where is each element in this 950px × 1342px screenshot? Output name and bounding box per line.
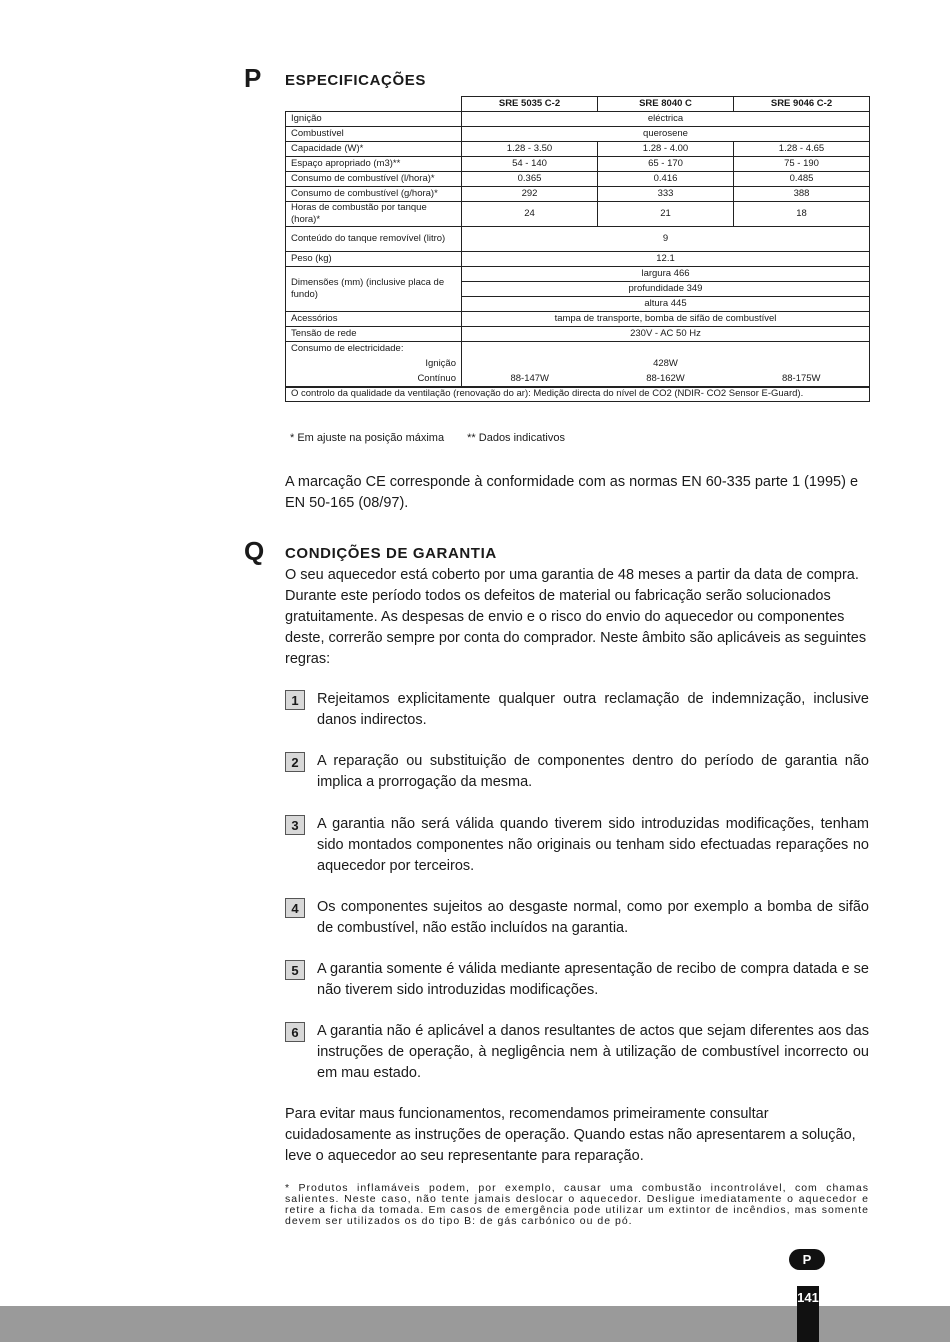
item-text: A garantia não será válida quando tiverem sido introduzidas modificações, tenham sido montados componentes não originais ou tenham sido efectuadas reparações no aquecedor por terceiros. (317, 816, 869, 874)
cell-value: eléctrica (462, 112, 870, 127)
cell-value: 0.416 (598, 172, 734, 187)
row-label: Horas de combustão por tanque (hora)* (286, 202, 462, 227)
item-number: 6 (285, 1022, 305, 1042)
table-row (286, 372, 870, 387)
cell-value: 24 (462, 202, 598, 227)
cell-value: 9 (462, 227, 870, 252)
row-label: Consumo de combustível (l/hora)* (286, 172, 462, 187)
table-row (286, 157, 870, 172)
cell-value: 54 - 140 (462, 157, 598, 172)
cell-value: 1.28 - 4.65 (734, 142, 870, 157)
cell-value: 333 (598, 187, 734, 202)
section-letter-p: P (244, 63, 262, 93)
row-label: Dimensões (mm) (inclusive placa de fundo) (286, 267, 462, 312)
cell-value: 65 - 170 (598, 157, 734, 172)
table-row (286, 327, 870, 342)
row-label: Peso (kg) (286, 252, 462, 267)
section-title-warranty: CONDIÇÕES DE GARANTIA (285, 545, 497, 562)
ce-conformity-text: A marcação CE corresponde à conformidade com as normas EN 60-335 parte 1 (1995) e EN 50-165 (08/97). (285, 474, 859, 511)
cell-value: 18 (734, 202, 870, 227)
item-text: A garantia somente é válida mediante apresentação de recibo de compra datada e se não tiverem sido introduzidas modificações. (317, 961, 869, 998)
cell-value: 292 (462, 187, 598, 202)
table-row (286, 187, 870, 202)
cell-value: 0.485 (734, 172, 870, 187)
item-text: A reparação ou substituição de componentes dentro do período de garantia não implica a prorrogação da mesma. (317, 753, 869, 790)
row-label: Conteúdo do tanque removível (litro) (286, 227, 462, 252)
cell-value: querosene (462, 127, 870, 142)
cell-value: 0.365 (462, 172, 598, 187)
table-header-row (286, 97, 870, 112)
table-notes (290, 432, 585, 444)
cell-value: 21 (598, 202, 734, 227)
section-letter-q: Q (244, 536, 265, 566)
cell-value: 88-147W (462, 372, 598, 387)
page-number: 141 (797, 1286, 819, 1342)
table-footer: O controlo da qualidade da ventilação (renovação do ar): Medição directa do nível de CO2 (NDIR- CO2 Sensor E-Guard). (286, 387, 870, 402)
row-label: Consumo de electricidade: (286, 342, 462, 357)
row-label: Ignição (286, 112, 462, 127)
row-label: Consumo de combustível (g/hora)* (286, 187, 462, 202)
table-row (286, 127, 870, 142)
note: * Em ajuste na posição máxima (290, 432, 445, 444)
item-number: 3 (285, 815, 305, 835)
cell-value: 12.1 (462, 252, 870, 267)
safety-footnote: * Produtos inflamáveis podem, por exemplo, causar uma combustão incontrolável, com chamas salientes. Neste caso, não tente jamais deslocar o aquecedor. Desligue imediatamente o aquecedor e retire a ficha da tomada. Em casos de emergência pode utilizar um extintor de incêndios, mas somente devem ser utilizados os do tipo B: de gás carbónico ou de pó. (285, 1182, 869, 1227)
row-label: Tensão de rede (286, 327, 462, 342)
item-text: Os componentes sujeitos ao desgaste normal, como por exemplo a bomba de sifão de combustível, não estão incluídos na garantia. (317, 899, 869, 936)
row-label: Ignição (286, 357, 462, 372)
table-row (286, 202, 870, 227)
table-row (286, 227, 870, 252)
cell-value: profundidade 349 (462, 282, 870, 297)
column-header: SRE 8040 C (598, 97, 734, 112)
table-row (286, 172, 870, 187)
item-number: 1 (285, 690, 305, 710)
table-footer-row (286, 387, 870, 402)
cell-value: 75 - 190 (734, 157, 870, 172)
cell-value: tampa de transporte, bomba de sifão de combustível (462, 312, 870, 327)
cell-value: 88-175W (734, 372, 870, 387)
table-row (286, 342, 870, 357)
column-header: SRE 9046 C-2 (734, 97, 870, 112)
item-text: A garantia não é aplicável a danos resultantes de actos que sejam diferentes aos das instruções de operação, à negligência nem à utilização de combustível incorrecto ou em mau estado. (317, 1023, 869, 1081)
row-label: Acessórios (286, 312, 462, 327)
cell-value: 1.28 - 3.50 (462, 142, 598, 157)
cell-value: 388 (734, 187, 870, 202)
table-row (286, 312, 870, 327)
item-number: 2 (285, 752, 305, 772)
language-badge: P (789, 1249, 825, 1270)
warranty-intro: O seu aquecedor está coberto por uma garantia de 48 meses a partir da data de compra. Durante este período todos os defeitos de material ou fabricação serão solucionados gratuitamente. As despesas de envio e o risco do envio do aquecedor ou componentes deste, correrão sempre por conta do comprador. Neste âmbito são aplicáveis as seguintes regras: (285, 567, 867, 667)
specifications-table (285, 96, 870, 402)
section-title-specifications: ESPECIFICAÇÕES (285, 72, 426, 89)
item-number: 5 (285, 960, 305, 980)
cell-value: 230V - AC 50 Hz (462, 327, 870, 342)
cell-value: altura 445 (462, 297, 870, 312)
cell-value: 428W (462, 357, 870, 372)
row-label: Espaço apropriado (m3)** (286, 157, 462, 172)
column-header: SRE 5035 C-2 (462, 97, 598, 112)
table-row (286, 252, 870, 267)
table-row (286, 112, 870, 127)
row-label: Capacidade (W)* (286, 142, 462, 157)
row-label: Combustível (286, 127, 462, 142)
row-label: Contínuo (286, 372, 462, 387)
table-row (286, 357, 870, 372)
table-row (286, 267, 870, 282)
item-number: 4 (285, 898, 305, 918)
cell-value: 1.28 - 4.00 (598, 142, 734, 157)
item-text: Rejeitamos explicitamente qualquer outra reclamação de indemnização, inclusive danos indirectos. (317, 691, 869, 728)
note: ** Dados indicativos (467, 432, 565, 444)
closing-paragraph: Para evitar maus funcionamentos, recomendamos primeiramente consultar cuidadosamente as instruções de operação. Quando estas não apresentarem a solução, leve o aquecedor ao seu representante para reparação. (285, 1106, 856, 1164)
cell-value: 88-162W (598, 372, 734, 387)
table-row (286, 142, 870, 157)
cell-value: largura 466 (462, 267, 870, 282)
